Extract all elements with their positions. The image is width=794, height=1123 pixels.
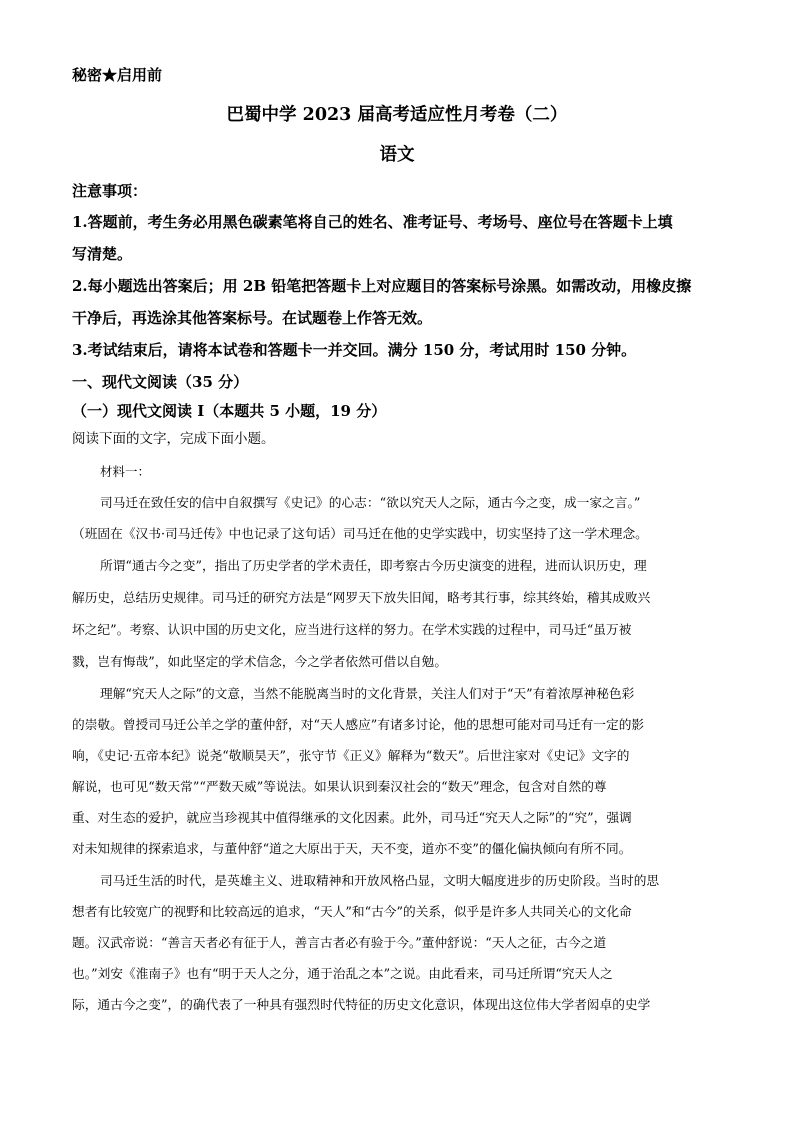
passage-line: （班固在《汉书·司马迁传》中也记录了这句话）司马迁在他的史学实践中，切实坚持了这一学术理念。 — [72, 526, 648, 541]
passage-line: 际，通古今之变”，的确代表了一种具有强烈时代特征的历史文化意识，体现出这位伟大学者闳卓的史学 — [72, 997, 651, 1012]
note-item-1: 1.答题前，考生务必用黑色碳素笔将自己的姓名、准考证号、考场号、座位号在答题卡上填 — [72, 213, 673, 231]
passage-line: 想者有比较宽广的视野和比较高远的追求，“天人”和“古今”的关系，似乎是许多人共同关心的文化命 — [72, 904, 632, 919]
section-subheading: （一）现代文阅读 I（本题共 5 小题，19 分） — [72, 402, 387, 420]
material-label: 材料一： — [100, 464, 151, 479]
note-item-3: 3.考试结束后，请将本试卷和答题卡一并交回。满分 150 分，考试用时 150 分钟。 — [72, 341, 637, 359]
note-item-2: 2.每小题选出答案后；用 2B 铅笔把答题卡上对应题目的答案标号涂黑。如需改动，用橡皮擦 — [72, 277, 692, 295]
section-heading: 一、现代文阅读（35 分） — [72, 373, 249, 391]
passage-line: 对未知规律的探索追求，与董仲舒“道之大原出于天，天不变，道亦不变”的僵化偏执倾向有所不同。 — [72, 841, 632, 856]
passage-line: 司马迁生活的时代，是英雄主义、进取精神和开放风格凸显，文明大幅度进步的历史阶段。当时的思 — [100, 873, 660, 888]
passage-line: 的崇敬。曾授司马迁公羊之学的董仲舒，对“天人感应”有诸多讨论，他的思想可能对司马迁有一定的影 — [72, 717, 645, 732]
passage-line: 题。汉武帝说：“善言天者必有征于人，善言古者必有验于今。”董仲舒说：“天人之征，古今之道 — [72, 935, 607, 950]
notes-label: 注意事项： — [72, 182, 148, 200]
passage-line: 解历史，总结历史规律。司马迁的研究方法是“网罗天下放失旧闻，略考其行事，综其终始，稽其成败兴 — [72, 590, 651, 605]
passage-line: 所谓“通古今之变”，指出了历史学者的学术责任，即考察古今历史演变的进程，进而认识历史，理 — [100, 558, 647, 573]
passage-line: 戮，岂有悔哉”，如此坚定的学术信念，今之学者依然可借以自勉。 — [72, 654, 448, 669]
passage-line: 司马迁在致任安的信中自叙撰写《史记》的心志：“欲以究天人之际，通古今之变，成一家之言。” — [100, 495, 641, 510]
passage-line: 坏之纪”。考察、认识中国的历史文化，应当进行这样的努力。在学术实践的过程中，司马迁“虽万被 — [72, 622, 632, 637]
reading-instruction: 阅读下面的文字，完成下面小题。 — [72, 431, 275, 447]
passage-line: 理解“究天人之际”的文意，当然不能脱离当时的文化背景，关注人们对于“天”有着浓厚神秘色彩 — [100, 686, 635, 701]
subject-title: 语文 — [379, 145, 415, 165]
passage-line: 响，《史记·五帝本纪》说尧“敬顺昊天”，张守节《正义》解释为“数天”。后世注家对《史记》文字的 — [72, 748, 630, 763]
note-item-2-cont: 干净后，再选涂其他答案标号。在试题卷上作答无效。 — [72, 309, 433, 327]
exam-title: 巴蜀中学 2023 届高考适应性月考卷（二） — [226, 105, 568, 125]
passage-line: 解说，也可见“数天常”“严数天威”等说法。如果认识到秦汉社会的“数天”理念，包含对自然的尊 — [72, 779, 607, 794]
passage-line: 也。”刘安《淮南子》也有“明于天人之分，通于治乱之本”之说。由此看来，司马迁所谓“究天人之 — [72, 966, 613, 981]
note-item-1-cont: 写清楚。 — [72, 245, 133, 263]
passage-line: 重、对生态的爱护，就应当珍视其中值得继承的文化因素。此外，司马迁“究天人之际”的“究”，强调 — [72, 810, 632, 825]
confidential-mark: 秘密★启用前 — [72, 66, 163, 84]
